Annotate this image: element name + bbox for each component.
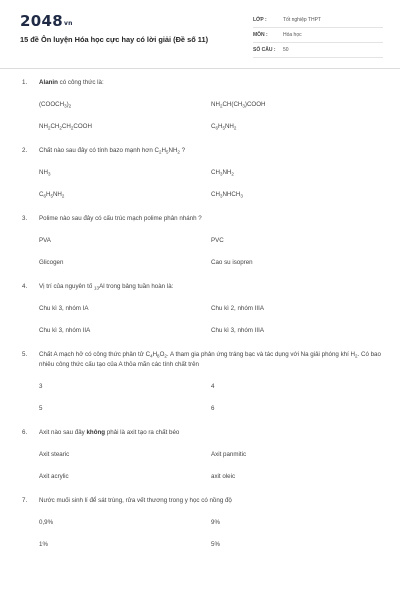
- question-5: [0, 350, 400, 414]
- exam-header: [0, 0, 400, 72]
- option-b[interactable]: $CH_3NH_2$: [211, 169, 234, 177]
- option-c[interactable]: Chu kì 3, nhóm IIA: [39, 327, 91, 334]
- question-list: [0, 78, 400, 564]
- question-number: 1.: [22, 79, 28, 86]
- question-1: [0, 78, 400, 132]
- option-b[interactable]: Axit panmitic: [211, 451, 247, 458]
- meta-value: 50: [283, 47, 289, 53]
- question-number: 4.: [22, 283, 28, 290]
- option-b[interactable]: Chu kì 2, nhóm IIIA: [211, 305, 264, 312]
- question-number: 2.: [22, 147, 28, 154]
- question-3: [0, 214, 400, 268]
- question-text: Vị trí của nguyên tố $_{13}$Al trong bảng tuần hoàn là:: [39, 283, 174, 291]
- option-c[interactable]: $C_6H_5NH_2$: [39, 191, 65, 199]
- question-text: Chất A mạch hở có công thức phân tử $C_4H_8O_2$. A tham gia phản ứng tráng bạc và tác dụng với Na giải phóng khí $H_2$. Có bao nhiêu công thức cấu tạo của A thỏa mãn các tính chất trên: [39, 351, 381, 368]
- option-a[interactable]: $NH_3$: [39, 169, 51, 177]
- site-logo[interactable]: 2048vn: [20, 12, 73, 30]
- meta-label: LỚP :: [253, 17, 267, 23]
- meta-row-subject: [253, 28, 383, 43]
- exam-meta: [253, 13, 383, 58]
- option-a[interactable]: PVA: [39, 237, 51, 244]
- option-c[interactable]: $NH_2CH_2CH_2COOH$: [39, 123, 92, 131]
- option-a[interactable]: Chu kì 3, nhóm IA: [39, 305, 89, 312]
- question-number: 3.: [22, 215, 28, 222]
- question-text: Alanin có công thức là:: [39, 79, 104, 86]
- option-a[interactable]: 3: [39, 383, 43, 390]
- option-b[interactable]: $NH_2CH(CH_3)COOH$: [211, 101, 266, 109]
- option-c[interactable]: Glicogen: [39, 259, 64, 266]
- question-2: [0, 146, 400, 200]
- question-text: Polime nào sau đây có cấu trúc mạch polime phân nhánh ?: [39, 215, 202, 222]
- question-7: [0, 496, 400, 550]
- option-c[interactable]: 1%: [39, 541, 48, 548]
- meta-row-count: [253, 43, 383, 58]
- option-a[interactable]: 0,9%: [39, 519, 54, 526]
- question-6: [0, 428, 400, 482]
- meta-label: SỐ CÂU :: [253, 47, 276, 53]
- option-d[interactable]: 5%: [211, 541, 220, 548]
- question-number: 7.: [22, 497, 28, 504]
- question-4: [0, 282, 400, 336]
- question-number: 5.: [22, 351, 28, 358]
- option-c[interactable]: 5: [39, 405, 43, 412]
- question-text: Nước muối sinh lí để sát trùng, rửa vết thương trong y học có nồng độ: [39, 497, 232, 504]
- option-a[interactable]: $(COOCH_3)_2$: [39, 101, 72, 109]
- option-c[interactable]: Axit acrylic: [39, 473, 69, 480]
- option-d[interactable]: $C_6H_5NH_2$: [211, 123, 237, 131]
- option-d[interactable]: $CH_3NHCH_3$: [211, 191, 243, 199]
- option-d[interactable]: axit oleic: [211, 473, 236, 480]
- option-b[interactable]: 4: [211, 383, 215, 390]
- question-number: 6.: [22, 429, 28, 436]
- exam-title: 15 đề Ôn luyện Hóa học cực hay có lời giải (Đề số 11): [20, 35, 209, 44]
- meta-row-class: [253, 13, 383, 28]
- meta-value: Hóa học: [283, 32, 302, 38]
- option-a[interactable]: Axit stearic: [39, 451, 70, 458]
- question-text: Axit nào sau đây không phải là axit tạo ra chất béo: [39, 429, 180, 436]
- question-text: Chất nào sau đây có tính bazo mạnh hơn $C_2H_5NH_2$ ?: [39, 147, 186, 155]
- option-d[interactable]: 6: [211, 405, 215, 412]
- option-b[interactable]: PVC: [211, 237, 224, 244]
- meta-value: Tốt nghiệp THPT: [283, 17, 321, 23]
- option-d[interactable]: Chu kì 3, nhóm IIIA: [211, 327, 264, 334]
- header-divider: [0, 68, 400, 69]
- option-b[interactable]: 9%: [211, 519, 220, 526]
- option-d[interactable]: Cao su isopren: [211, 259, 253, 266]
- meta-label: MÔN :: [253, 32, 268, 38]
